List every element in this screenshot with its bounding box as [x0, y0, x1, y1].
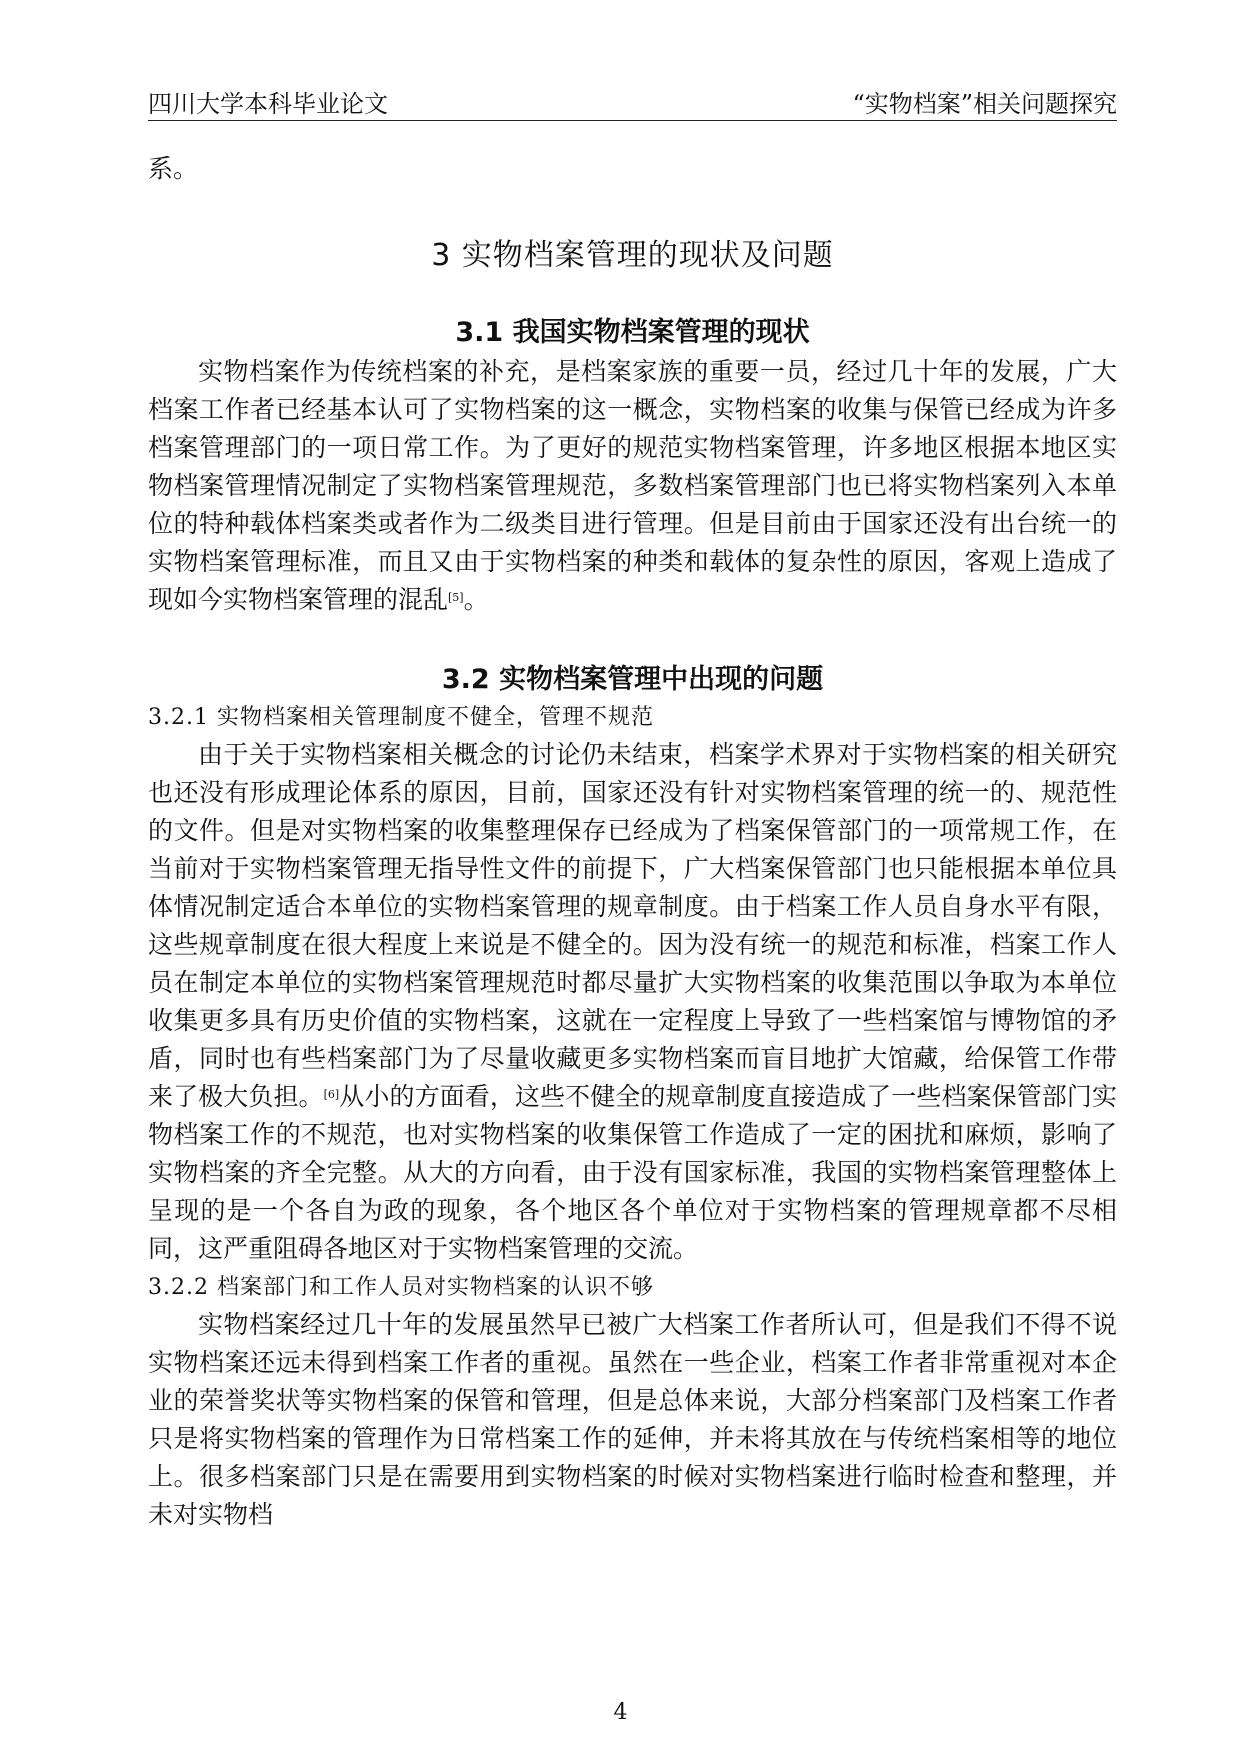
- subsection-title-3-2-2: 3.2.2 档案部门和工作人员对实物档案的认识不够: [148, 1275, 654, 1300]
- citation-6: [6]: [323, 1088, 340, 1101]
- section-title-3-1: 3.1 我国实物档案管理的现状: [455, 317, 810, 348]
- running-header: [148, 84, 1117, 121]
- page-body: [148, 150, 1117, 1534]
- paragraph-3-1: [148, 353, 1117, 619]
- paragraph-3-1-tail: 。: [463, 585, 489, 614]
- paragraph-3-2-2: 实物档案经过几十年的发展虽然早已被广大档案工作者所认可，但是我们不得不说实物档案还远未得到档案工作者的重视。虽然在一些企业，档案工作者非常重视对本企业的荣誉奖状等实物档案的保管和管理，但是总体来说，大部分档案部门及档案工作者只是将实物档案的管理作为日常档案工作的延伸，并未将其放在与传统档案相等的地位上。很多档案部门只是在需要用到实物档案的时候对实物档案进行临时检查和整理，并未对实物档: [148, 1310, 1117, 1529]
- chapter-title: 3 实物档案管理的现状及问题: [431, 238, 834, 273]
- paragraph-3-2-1-text-b: 从小的方面看，这些不健全的规章制度直接造成了一些档案保管部门实物档案工作的不规范，也对实物档案的收集保管工作造成了一定的困扰和麻烦，影响了实物档案的齐全完整。从大的方向看，由于没有国家标准，我国的实物档案管理整体上呈现的是一个各自为政的现象，各个地区各个单位对于实物档案的管理规章都不尽相同，这严重阻碍各地区对于实物档案管理的交流。: [148, 1082, 1117, 1263]
- paragraph-3-2-1: [148, 736, 1117, 1268]
- paragraph-3-2-1-text-a: 由于关于实物档案相关概念的讨论仍未结束，档案学术界对于实物档案的相关研究也还没有形成理论体系的原因，目前，国家还没有针对实物档案管理的统一的、规范性的文件。但是对实物档案的收集整理保存已经成为了档案保管部门的一项常规工作，在当前对于实物档案管理无指导性文件的前提下，广大档案保管部门也只能根据本单位具体情况制定适合本单位的实物档案管理的规章制度。由于档案工作人员自身水平有限，这些规章制度在很大程度上来说是不健全的。因为没有统一的规范和标准，档案工作人员在制定本单位的实物档案管理规范时都尽量扩大实物档案的收集范围以争取为本单位收集更多具有历史价值的实物档案，这就在一定程度上导致了一些档案馆与博物馆的矛盾，同时也有些档案部门为了尽量收藏更多实物档案而盲目地扩大馆藏，给保管工作带来了极大负担。: [148, 740, 1117, 1111]
- header-thesis-label: 四川大学本科毕业论文: [148, 90, 388, 118]
- subsection-title-3-2-1: 3.2.1 实物档案相关管理制度不健全，管理不规范: [148, 705, 654, 730]
- carry-over-text: 系。: [148, 154, 199, 183]
- paragraph-3-1-text: 实物档案作为传统档案的补充，是档案家族的重要一员，经过几十年的发展，广大档案工作者已经基本认可了实物档案的这一概念，实物档案的收集与保管已经成为许多档案管理部门的一项日常工作。为了更好的规范实物档案管理，许多地区根据本地区实物档案管理情况制定了实物档案管理规范，多数档案管理部门也已将实物档案列入本单位的特种载体档案类或者作为二级类目进行管理。但是目前由于国家还没有出台统一的实物档案管理标准，而且又由于实物档案的种类和载体的复杂性的原因，客观上造成了现如今实物档案管理的混乱: [148, 357, 1117, 614]
- citation-5: [5]: [448, 591, 464, 604]
- section-title-3-2: 3.2 实物档案管理中出现的问题: [441, 664, 824, 695]
- page-number: 4: [613, 1700, 628, 1725]
- header-thesis-title: “实物档案”相关问题探究: [852, 90, 1117, 118]
